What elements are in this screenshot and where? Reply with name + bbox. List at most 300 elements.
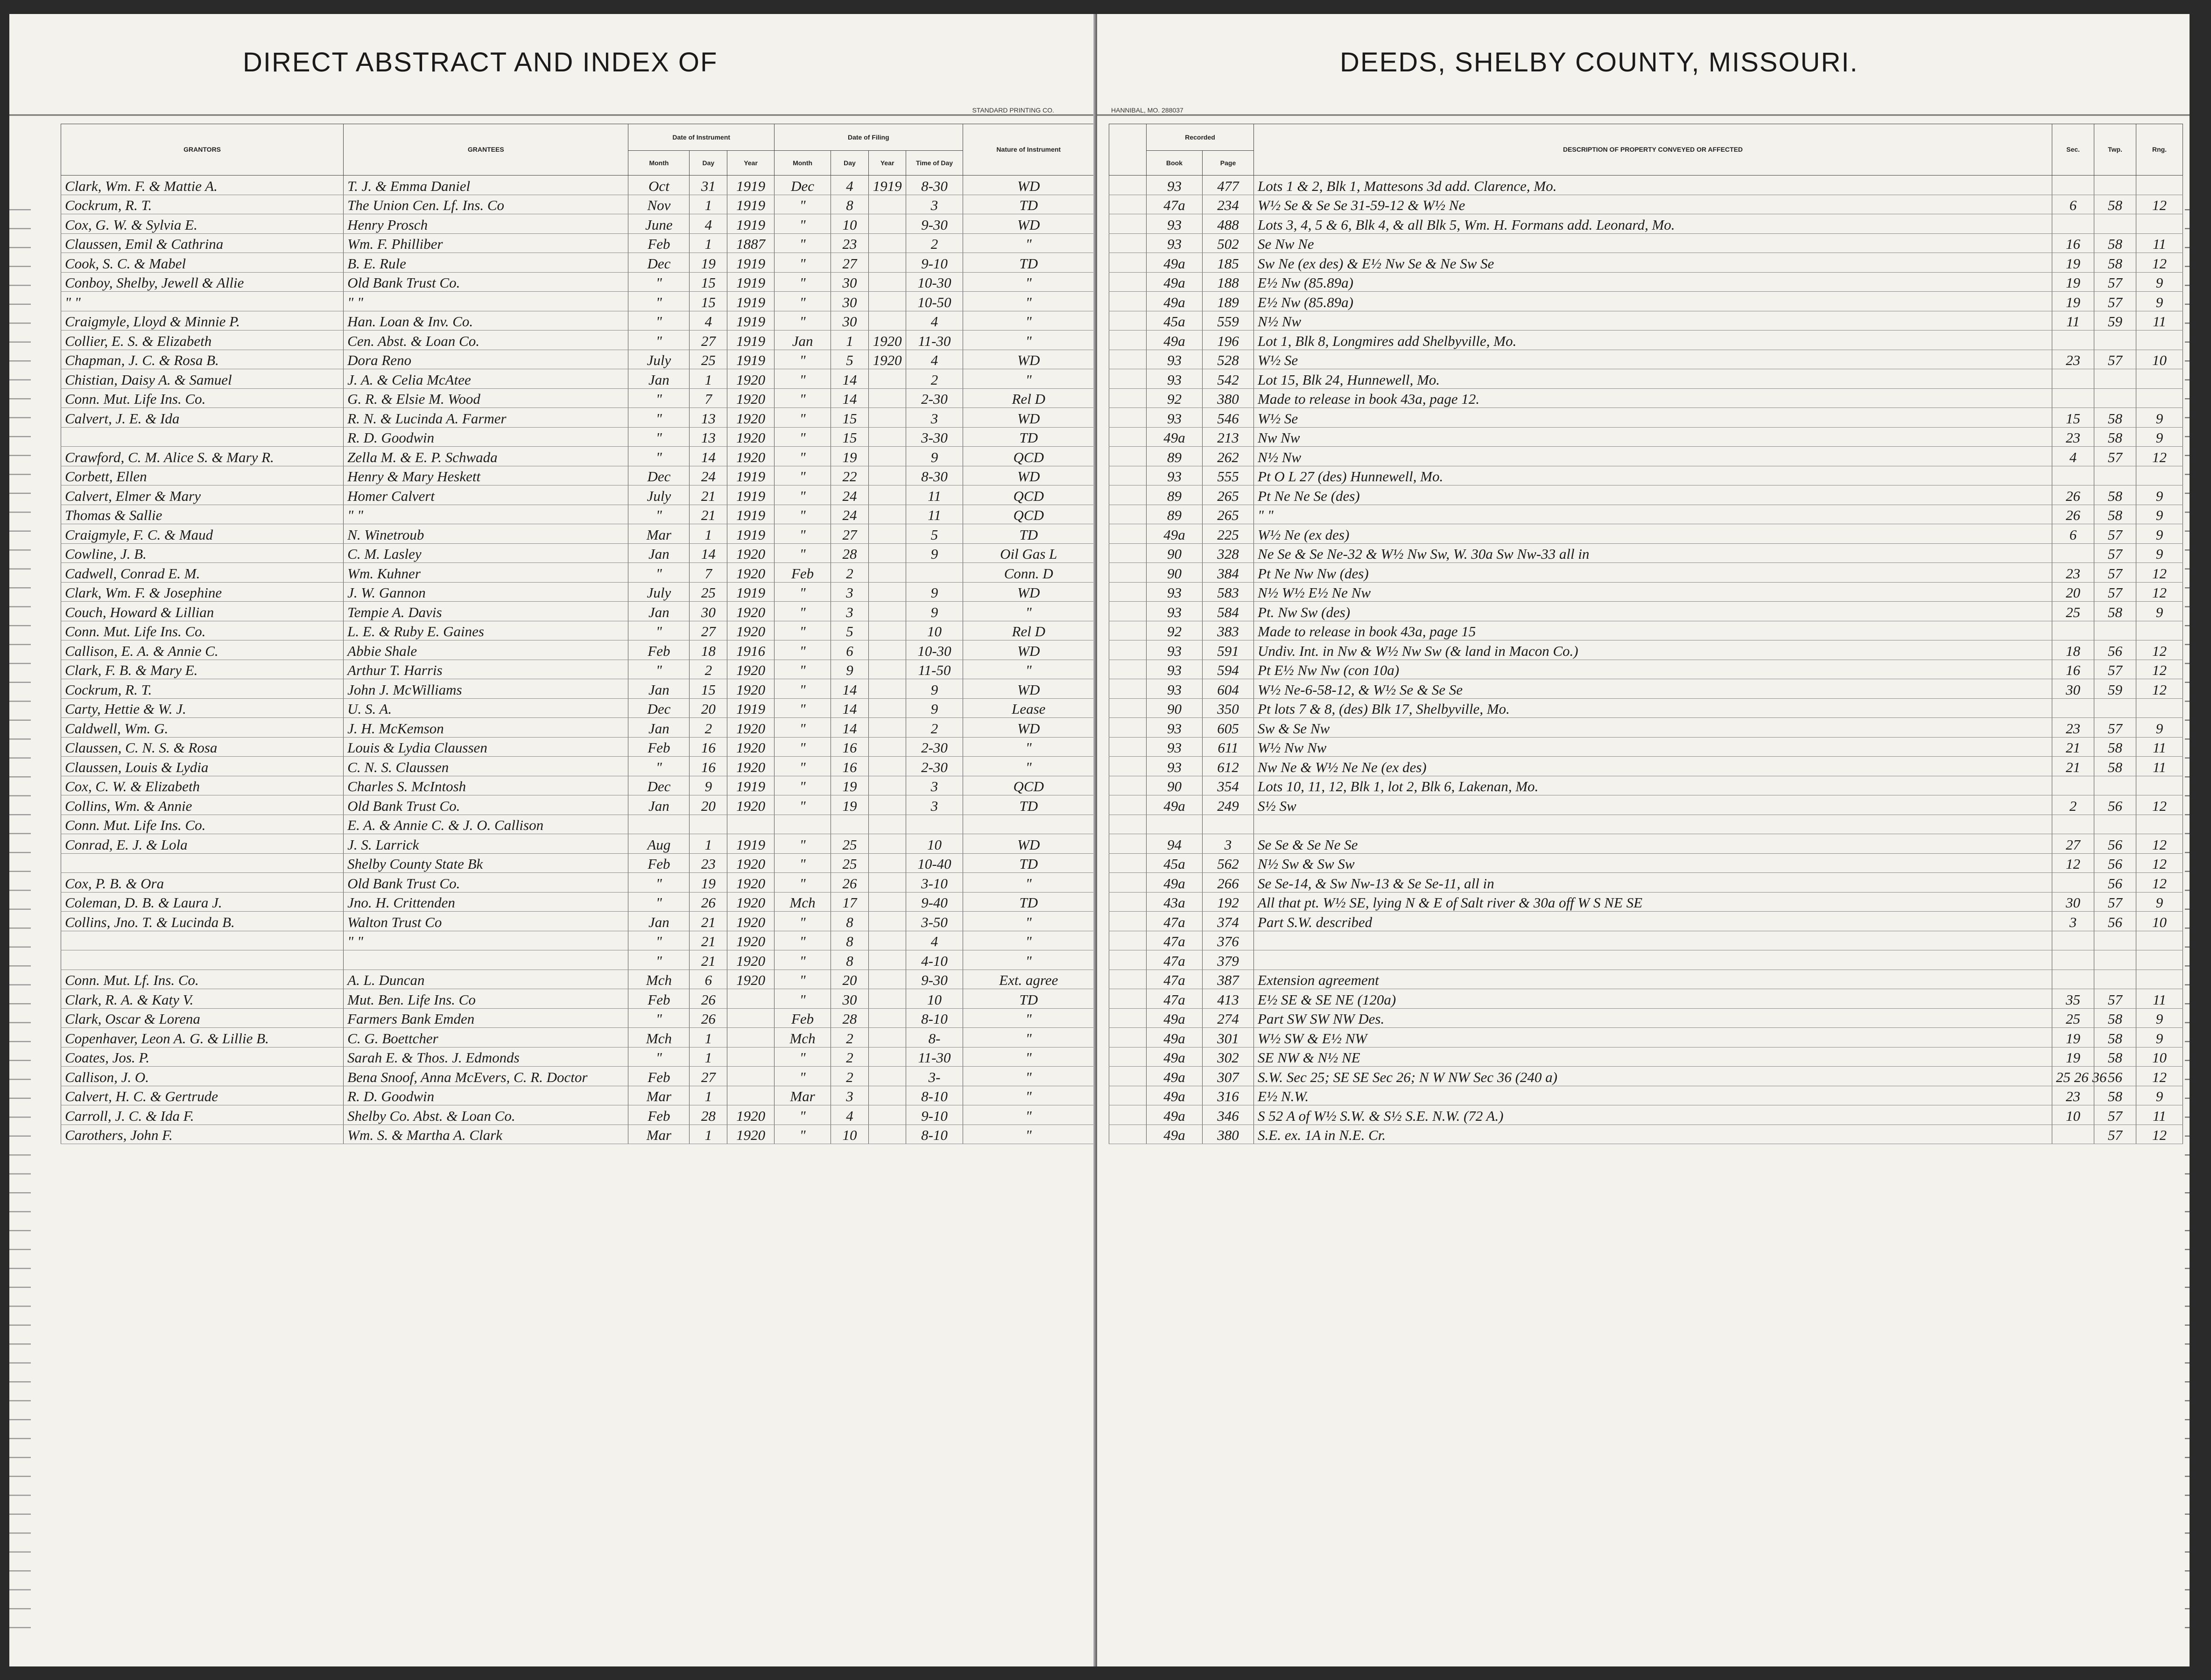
grantee-cell: Henry & Mary Heskett (344, 466, 628, 485)
filing-month-cell: Mch (775, 1028, 831, 1047)
rng-cell: 9 (2136, 292, 2183, 311)
filing-time-cell: 4 (906, 311, 963, 330)
description-cell: Extension agreement (1254, 970, 2052, 989)
twp-cell: 56 (2094, 912, 2136, 931)
page-cell: 302 (1203, 1047, 1254, 1067)
page-cell: 584 (1203, 602, 1254, 621)
table-row (1109, 253, 2183, 273)
rng-cell: 12 (2136, 582, 2183, 602)
filing-year-cell (868, 427, 906, 447)
table-row (1109, 214, 2183, 234)
sec-cell: 15 (2052, 408, 2094, 428)
book-cell: 93 (1147, 214, 1203, 234)
right-ledger-rows (1109, 176, 2183, 1144)
table-row (61, 621, 1095, 640)
instrument-day-cell: 1 (690, 1125, 727, 1144)
nature-cell: " (963, 1047, 1094, 1067)
book-cell: 93 (1147, 757, 1203, 776)
table-row (1109, 1047, 2183, 1067)
page-cell: 546 (1203, 408, 1254, 428)
grantee-cell: A. L. Duncan (344, 970, 628, 989)
rng-cell: 12 (2136, 834, 2183, 854)
filing-month-cell: Jan (775, 330, 831, 350)
grantor-cell: Callison, J. O. (61, 1067, 344, 1086)
filing-month-cell: " (775, 679, 831, 699)
instrument-month-cell: " (628, 950, 690, 970)
grantor-cell: Collins, Wm. & Annie (61, 795, 344, 815)
grantee-cell: E. A. & Annie C. & J. O. Callison (344, 815, 628, 834)
table-row (1109, 408, 2183, 428)
filing-day-cell: 3 (831, 1086, 869, 1105)
table-row (1109, 563, 2183, 583)
page-cell: 555 (1203, 466, 1254, 485)
instrument-month-cell: Mch (628, 970, 690, 989)
nature-cell: " (963, 292, 1094, 311)
blank-cell (1109, 1008, 1147, 1028)
description-cell: Sw & Se Nw (1254, 718, 2052, 738)
filing-time-cell: 11 (906, 505, 963, 524)
filing-month-cell: " (775, 543, 831, 563)
page-cell: 192 (1203, 892, 1254, 912)
page-cell: 413 (1203, 989, 1254, 1009)
blank-cell (1109, 970, 1147, 989)
grantee-cell (344, 950, 628, 970)
twp-cell: 59 (2094, 679, 2136, 699)
description-cell: Pt E½ Nw Nw (con 10a) (1254, 660, 2052, 679)
filing-day-cell: 6 (831, 640, 869, 660)
sec-cell (2052, 621, 2094, 640)
blank-cell (1109, 892, 1147, 912)
nature-cell: " (963, 1008, 1094, 1028)
rng-cell (2136, 214, 2183, 234)
page-cell: 384 (1203, 563, 1254, 583)
table-row (1109, 815, 2183, 834)
description-cell: N½ Sw & Sw Sw (1254, 853, 2052, 873)
instrument-year-cell: 1920 (727, 757, 775, 776)
page-cell: 611 (1203, 737, 1254, 757)
grantor-cell: Carothers, John F. (61, 1125, 344, 1144)
page-cell: 594 (1203, 660, 1254, 679)
table-row (1109, 757, 2183, 776)
page-cell: 387 (1203, 970, 1254, 989)
twp-cell: 57 (2094, 582, 2136, 602)
book-cell: 93 (1147, 176, 1203, 195)
page-cell: 265 (1203, 505, 1254, 524)
instrument-month-cell: Feb (628, 233, 690, 253)
table-row (61, 350, 1095, 369)
table-row (61, 447, 1095, 466)
description-cell: Lot 15, Blk 24, Hunnewell, Mo. (1254, 369, 2052, 389)
filing-time-cell: 8-10 (906, 1086, 963, 1105)
filing-year-cell (868, 912, 906, 931)
twp-cell: 56 (2094, 873, 2136, 893)
grantor-cell: Clark, Wm. F. & Mattie A. (61, 176, 344, 195)
description-cell: Ne Se & Se Ne-32 & W½ Nw Sw, W. 30a Sw Nw-33 all in (1254, 543, 2052, 563)
filing-month-cell: " (775, 834, 831, 854)
description-cell: E½ SE & SE NE (120a) (1254, 989, 2052, 1009)
header-inst-day: Day (690, 151, 727, 176)
right-ledger-table (1109, 124, 2183, 1144)
instrument-day-cell: 19 (690, 253, 727, 273)
blank-cell (1109, 950, 1147, 970)
grantor-cell: Conn. Mut. Life Ins. Co. (61, 388, 344, 408)
instrument-day-cell: 20 (690, 698, 727, 718)
description-cell (1254, 815, 2052, 834)
filing-time-cell: 3-50 (906, 912, 963, 931)
instrument-year-cell: 1919 (727, 214, 775, 234)
sec-cell: 25 (2052, 1008, 2094, 1028)
instrument-day-cell: 27 (690, 621, 727, 640)
filing-day-cell: 1 (831, 330, 869, 350)
instrument-month-cell: Dec (628, 253, 690, 273)
table-row (61, 505, 1095, 524)
nature-cell (963, 815, 1094, 834)
filing-time-cell: 8-30 (906, 466, 963, 485)
book-cell: 92 (1147, 388, 1203, 408)
twp-cell: 58 (2094, 253, 2136, 273)
filing-month-cell: " (775, 776, 831, 795)
filing-time-cell: 2 (906, 369, 963, 389)
page-cell: 265 (1203, 485, 1254, 505)
rng-cell: 12 (2136, 563, 2183, 583)
blank-cell (1109, 427, 1147, 447)
table-row (1109, 1067, 2183, 1086)
instrument-month-cell: July (628, 485, 690, 505)
table-row (1109, 176, 2183, 195)
nature-cell: Conn. D (963, 563, 1094, 583)
sec-cell: 35 (2052, 989, 2094, 1009)
filing-time-cell: 3 (906, 195, 963, 214)
blank-cell (1109, 253, 1147, 273)
left-header-rule (9, 114, 1096, 116)
instrument-day-cell: 15 (690, 272, 727, 292)
blank-cell (1109, 873, 1147, 893)
blank-cell (1109, 447, 1147, 466)
twp-cell (2094, 388, 2136, 408)
nature-cell: WD (963, 214, 1094, 234)
description-cell: Lots 1 & 2, Blk 1, Mattesons 3d add. Clarence, Mo. (1254, 176, 2052, 195)
nature-cell: QCD (963, 776, 1094, 795)
filing-year-cell: 1919 (868, 176, 906, 195)
page-cell: 274 (1203, 1008, 1254, 1028)
book-cell: 93 (1147, 369, 1203, 389)
nature-cell: " (963, 602, 1094, 621)
filing-day-cell: 26 (831, 873, 869, 893)
twp-cell: 57 (2094, 447, 2136, 466)
filing-day-cell: 30 (831, 989, 869, 1009)
grantee-cell: Jno. H. Crittenden (344, 892, 628, 912)
sec-cell (2052, 950, 2094, 970)
rng-cell: 9 (2136, 602, 2183, 621)
instrument-day-cell: 28 (690, 1105, 727, 1125)
grantor-cell: Claussen, C. N. S. & Rosa (61, 737, 344, 757)
sec-cell: 19 (2052, 253, 2094, 273)
header-inst-month: Month (628, 151, 690, 176)
filing-month-cell (775, 815, 831, 834)
grantor-cell: Calvert, H. C. & Gertrude (61, 1086, 344, 1105)
table-row (1109, 311, 2183, 330)
filing-year-cell: 1920 (868, 350, 906, 369)
instrument-month-cell: " (628, 292, 690, 311)
rng-cell: 9 (2136, 1008, 2183, 1028)
filing-time-cell: 3 (906, 408, 963, 428)
grantor-cell: Clark, F. B. & Mary E. (61, 660, 344, 679)
blank-cell (1109, 543, 1147, 563)
table-row (61, 253, 1095, 273)
instrument-month-cell: " (628, 757, 690, 776)
sec-cell (2052, 1125, 2094, 1144)
book-cell: 93 (1147, 679, 1203, 699)
blank-cell (1109, 834, 1147, 854)
header-file-time: Time of Day (906, 151, 963, 176)
instrument-day-cell: 2 (690, 718, 727, 738)
table-row (1109, 330, 2183, 350)
book-cell: 49a (1147, 524, 1203, 544)
description-cell: Pt O L 27 (des) Hunnewell, Mo. (1254, 466, 2052, 485)
sec-cell (2052, 776, 2094, 795)
table-row (61, 776, 1095, 795)
filing-day-cell: 8 (831, 195, 869, 214)
filing-year-cell (868, 1105, 906, 1125)
header-sec: Sec. (2052, 124, 2094, 176)
instrument-year-cell: 1919 (727, 582, 775, 602)
rng-cell: 12 (2136, 1125, 2183, 1144)
table-row (61, 698, 1095, 718)
book-cell: 90 (1147, 563, 1203, 583)
filing-time-cell: 10-50 (906, 292, 963, 311)
table-row (61, 272, 1095, 292)
filing-day-cell: 2 (831, 1067, 869, 1086)
rng-cell (2136, 950, 2183, 970)
sec-cell: 23 (2052, 427, 2094, 447)
nature-cell: WD (963, 834, 1094, 854)
nature-cell: " (963, 757, 1094, 776)
header-book: Book (1147, 151, 1203, 176)
table-row (1109, 524, 2183, 544)
nature-cell: WD (963, 176, 1094, 195)
instrument-month-cell: Jan (628, 369, 690, 389)
table-row (61, 640, 1095, 660)
grantee-cell: Mut. Ben. Life Ins. Co (344, 989, 628, 1009)
table-row (61, 1008, 1095, 1028)
left-ledger-table (61, 124, 1095, 1144)
book-cell: 47a (1147, 195, 1203, 214)
nature-cell: TD (963, 195, 1094, 214)
table-row (1109, 931, 2183, 950)
filing-month-cell: " (775, 1047, 831, 1067)
nature-cell: Rel D (963, 388, 1094, 408)
instrument-month-cell: " (628, 311, 690, 330)
twp-cell: 57 (2094, 563, 2136, 583)
instrument-day-cell: 1 (690, 233, 727, 253)
grantee-cell: Farmers Bank Emden (344, 1008, 628, 1028)
grantor-cell: Copenhaver, Leon A. G. & Lillie B. (61, 1028, 344, 1047)
filing-day-cell: 25 (831, 834, 869, 854)
filing-time-cell: 4-10 (906, 950, 963, 970)
twp-cell (2094, 214, 2136, 234)
grantor-cell: Cadwell, Conrad E. M. (61, 563, 344, 583)
filing-year-cell (868, 1125, 906, 1144)
grantee-cell: Sarah E. & Thos. J. Edmonds (344, 1047, 628, 1067)
rng-cell: 9 (2136, 543, 2183, 563)
filing-day-cell: 2 (831, 563, 869, 583)
instrument-day-cell: 15 (690, 292, 727, 311)
filing-year-cell (868, 466, 906, 485)
table-row (1109, 582, 2183, 602)
instrument-month-cell: " (628, 505, 690, 524)
page-cell: 583 (1203, 582, 1254, 602)
description-cell: Se Se-14, & Sw Nw-13 & Se Se-11, all in (1254, 873, 2052, 893)
table-row (61, 176, 1095, 195)
description-cell: Sw Ne (ex des) & E½ Nw Se & Ne Sw Se (1254, 253, 2052, 273)
sec-cell: 23 (2052, 350, 2094, 369)
blank-cell (1109, 853, 1147, 873)
description-cell: S.W. Sec 25; SE SE Sec 26; N W NW Sec 36 (240 a) (1254, 1067, 2052, 1086)
instrument-year-cell (727, 1028, 775, 1047)
filing-year-cell (868, 970, 906, 989)
page-cell (1203, 815, 1254, 834)
header-date-instrument: Date of Instrument (628, 124, 775, 151)
sec-cell: 4 (2052, 447, 2094, 466)
instrument-year-cell: 1920 (727, 621, 775, 640)
blank-cell (1109, 505, 1147, 524)
twp-cell: 57 (2094, 892, 2136, 912)
table-row (61, 292, 1095, 311)
filing-year-cell (868, 776, 906, 795)
filing-month-cell: " (775, 989, 831, 1009)
instrument-year-cell: 1920 (727, 853, 775, 873)
grantee-cell: Abbie Shale (344, 640, 628, 660)
filing-year-cell (868, 815, 906, 834)
rng-cell: 9 (2136, 408, 2183, 428)
description-cell (1254, 950, 2052, 970)
page-cell: 266 (1203, 873, 1254, 893)
twp-cell (2094, 776, 2136, 795)
instrument-month-cell: " (628, 408, 690, 428)
instrument-year-cell: 1919 (727, 272, 775, 292)
sec-cell: 23 (2052, 718, 2094, 738)
grantor-cell: Calvert, J. E. & Ida (61, 408, 344, 428)
blank-cell (1109, 1028, 1147, 1047)
description-cell: E½ Nw (85.89a) (1254, 292, 2052, 311)
sec-cell: 6 (2052, 524, 2094, 544)
filing-day-cell: 8 (831, 912, 869, 931)
rng-cell: 9 (2136, 1086, 2183, 1105)
instrument-year-cell: 1920 (727, 970, 775, 989)
filing-year-cell (868, 679, 906, 699)
blank-cell (1109, 233, 1147, 253)
nature-cell: " (963, 1105, 1094, 1125)
blank-cell (1109, 776, 1147, 795)
filing-month-cell: " (775, 970, 831, 989)
book-cell: 49a (1147, 1047, 1203, 1067)
grantor-cell: Chistian, Daisy A. & Samuel (61, 369, 344, 389)
book-cell: 49a (1147, 330, 1203, 350)
book-cell: 93 (1147, 466, 1203, 485)
instrument-month-cell (628, 815, 690, 834)
instrument-year-cell: 1919 (727, 176, 775, 195)
grantor-cell: Clark, R. A. & Katy V. (61, 989, 344, 1009)
instrument-year-cell: 1920 (727, 563, 775, 583)
instrument-year-cell: 1919 (727, 466, 775, 485)
filing-year-cell (868, 640, 906, 660)
table-row (1109, 466, 2183, 485)
twp-cell (2094, 330, 2136, 350)
table-row (61, 737, 1095, 757)
sec-cell: 25 (2052, 602, 2094, 621)
filing-year-cell (868, 214, 906, 234)
filing-time-cell: 2 (906, 233, 963, 253)
grantor-cell: Conboy, Shelby, Jewell & Allie (61, 272, 344, 292)
table-row (1109, 776, 2183, 795)
table-row (61, 233, 1095, 253)
table-row (1109, 853, 2183, 873)
table-row (1109, 485, 2183, 505)
nature-cell: " (963, 272, 1094, 292)
instrument-day-cell: 9 (690, 776, 727, 795)
page-cell: 307 (1203, 1067, 1254, 1086)
header-file-month: Month (775, 151, 831, 176)
nature-cell: TD (963, 524, 1094, 544)
filing-day-cell: 24 (831, 505, 869, 524)
filing-time-cell: 11-50 (906, 660, 963, 679)
blank-cell (1109, 989, 1147, 1009)
table-row (61, 563, 1095, 583)
filing-time-cell: 8-10 (906, 1125, 963, 1144)
page-cell: 301 (1203, 1028, 1254, 1047)
book-cell: 93 (1147, 408, 1203, 428)
filing-time-cell: 3- (906, 1067, 963, 1086)
book-cell: 47a (1147, 989, 1203, 1009)
table-row (61, 757, 1095, 776)
rng-cell: 11 (2136, 1105, 2183, 1125)
twp-cell: 56 (2094, 640, 2136, 660)
instrument-day-cell: 13 (690, 427, 727, 447)
filing-month-cell: " (775, 388, 831, 408)
grantor-cell: Corbett, Ellen (61, 466, 344, 485)
page-cell: 354 (1203, 776, 1254, 795)
rng-cell (2136, 176, 2183, 195)
filing-time-cell: 2-30 (906, 757, 963, 776)
grantee-cell: Bena Snoof, Anna McEvers, C. R. Doctor (344, 1067, 628, 1086)
rng-cell (2136, 466, 2183, 485)
description-cell: W½ Nw Nw (1254, 737, 2052, 757)
sec-cell (2052, 176, 2094, 195)
filing-time-cell: 3-30 (906, 427, 963, 447)
table-row (61, 466, 1095, 485)
book-cell: 43a (1147, 892, 1203, 912)
header-page: Page (1203, 151, 1254, 176)
table-row (1109, 679, 2183, 699)
nature-cell: Rel D (963, 621, 1094, 640)
instrument-month-cell: Jan (628, 795, 690, 815)
table-row (61, 408, 1095, 428)
table-row (61, 1067, 1095, 1086)
grantor-cell: Carty, Hettie & W. J. (61, 698, 344, 718)
instrument-month-cell: " (628, 873, 690, 893)
filing-day-cell: 15 (831, 427, 869, 447)
book-cell: 93 (1147, 718, 1203, 738)
table-row (1109, 989, 2183, 1009)
grantor-cell: Conrad, E. J. & Lola (61, 834, 344, 854)
instrument-year-cell (727, 989, 775, 1009)
filing-year-cell (868, 272, 906, 292)
filing-month-cell: Feb (775, 1008, 831, 1028)
instrument-year-cell: 1919 (727, 698, 775, 718)
rng-cell: 12 (2136, 660, 2183, 679)
filing-time-cell: 9-10 (906, 253, 963, 273)
filing-time-cell: 9-10 (906, 1105, 963, 1125)
